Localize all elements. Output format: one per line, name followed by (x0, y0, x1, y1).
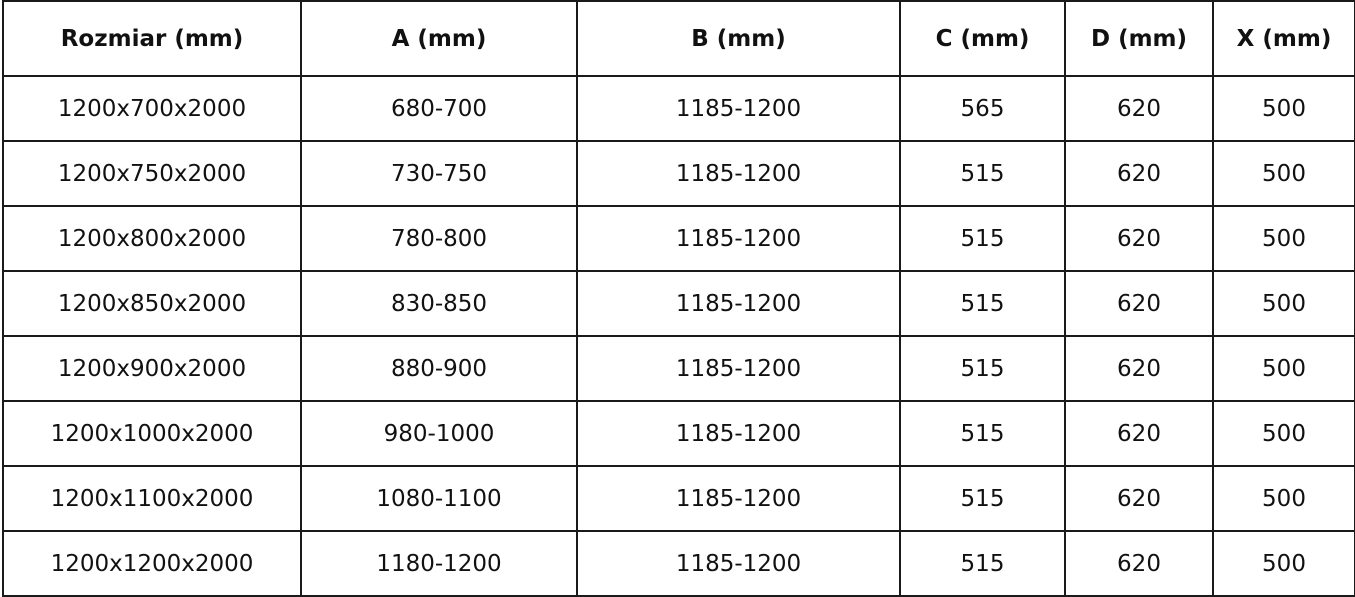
cell-x: 500 (1213, 76, 1355, 141)
table-header (3, 1, 1355, 76)
cell-c: 515 (900, 401, 1065, 466)
table-row (3, 336, 1355, 401)
cell-d: 620 (1065, 336, 1213, 401)
table-header-row (3, 1, 1355, 76)
table-body (3, 76, 1355, 596)
column-header-d: D (mm) (1065, 1, 1213, 76)
cell-d: 620 (1065, 206, 1213, 271)
cell-rozmiar: 1200x1000x2000 (3, 401, 301, 466)
cell-d: 620 (1065, 466, 1213, 531)
cell-a: 730-750 (301, 141, 577, 206)
cell-d: 620 (1065, 271, 1213, 336)
cell-c: 515 (900, 206, 1065, 271)
cell-x: 500 (1213, 336, 1355, 401)
cell-c: 515 (900, 531, 1065, 596)
column-header-b: B (mm) (577, 1, 900, 76)
cell-d: 620 (1065, 141, 1213, 206)
cell-a: 830-850 (301, 271, 577, 336)
cell-rozmiar: 1200x700x2000 (3, 76, 301, 141)
cell-x: 500 (1213, 401, 1355, 466)
cell-x: 500 (1213, 206, 1355, 271)
cell-x: 500 (1213, 531, 1355, 596)
table-row (3, 141, 1355, 206)
table-row (3, 271, 1355, 336)
table-row (3, 401, 1355, 466)
cell-b: 1185-1200 (577, 466, 900, 531)
cell-d: 620 (1065, 76, 1213, 141)
cell-b: 1185-1200 (577, 76, 900, 141)
cell-a: 980-1000 (301, 401, 577, 466)
column-header-c: C (mm) (900, 1, 1065, 76)
cell-b: 1185-1200 (577, 271, 900, 336)
cell-d: 620 (1065, 401, 1213, 466)
cell-x: 500 (1213, 141, 1355, 206)
cell-b: 1185-1200 (577, 336, 900, 401)
cell-rozmiar: 1200x750x2000 (3, 141, 301, 206)
cell-a: 680-700 (301, 76, 577, 141)
cell-rozmiar: 1200x1200x2000 (3, 531, 301, 596)
cell-a: 780-800 (301, 206, 577, 271)
column-header-x: X (mm) (1213, 1, 1355, 76)
table-row (3, 76, 1355, 141)
cell-c: 515 (900, 271, 1065, 336)
cell-a: 1180-1200 (301, 531, 577, 596)
dimensions-table (2, 0, 1355, 597)
cell-c: 515 (900, 466, 1065, 531)
cell-b: 1185-1200 (577, 141, 900, 206)
cell-d: 620 (1065, 531, 1213, 596)
table-row (3, 206, 1355, 271)
cell-x: 500 (1213, 271, 1355, 336)
cell-rozmiar: 1200x900x2000 (3, 336, 301, 401)
cell-a: 880-900 (301, 336, 577, 401)
cell-c: 515 (900, 141, 1065, 206)
table-row (3, 531, 1355, 596)
cell-b: 1185-1200 (577, 401, 900, 466)
cell-rozmiar: 1200x1100x2000 (3, 466, 301, 531)
cell-rozmiar: 1200x850x2000 (3, 271, 301, 336)
column-header-a: A (mm) (301, 1, 577, 76)
cell-x: 500 (1213, 466, 1355, 531)
column-header-rozmiar: Rozmiar (mm) (3, 1, 301, 76)
cell-c: 565 (900, 76, 1065, 141)
cell-rozmiar: 1200x800x2000 (3, 206, 301, 271)
cell-b: 1185-1200 (577, 206, 900, 271)
cell-c: 515 (900, 336, 1065, 401)
cell-a: 1080-1100 (301, 466, 577, 531)
table-row (3, 466, 1355, 531)
cell-b: 1185-1200 (577, 531, 900, 596)
